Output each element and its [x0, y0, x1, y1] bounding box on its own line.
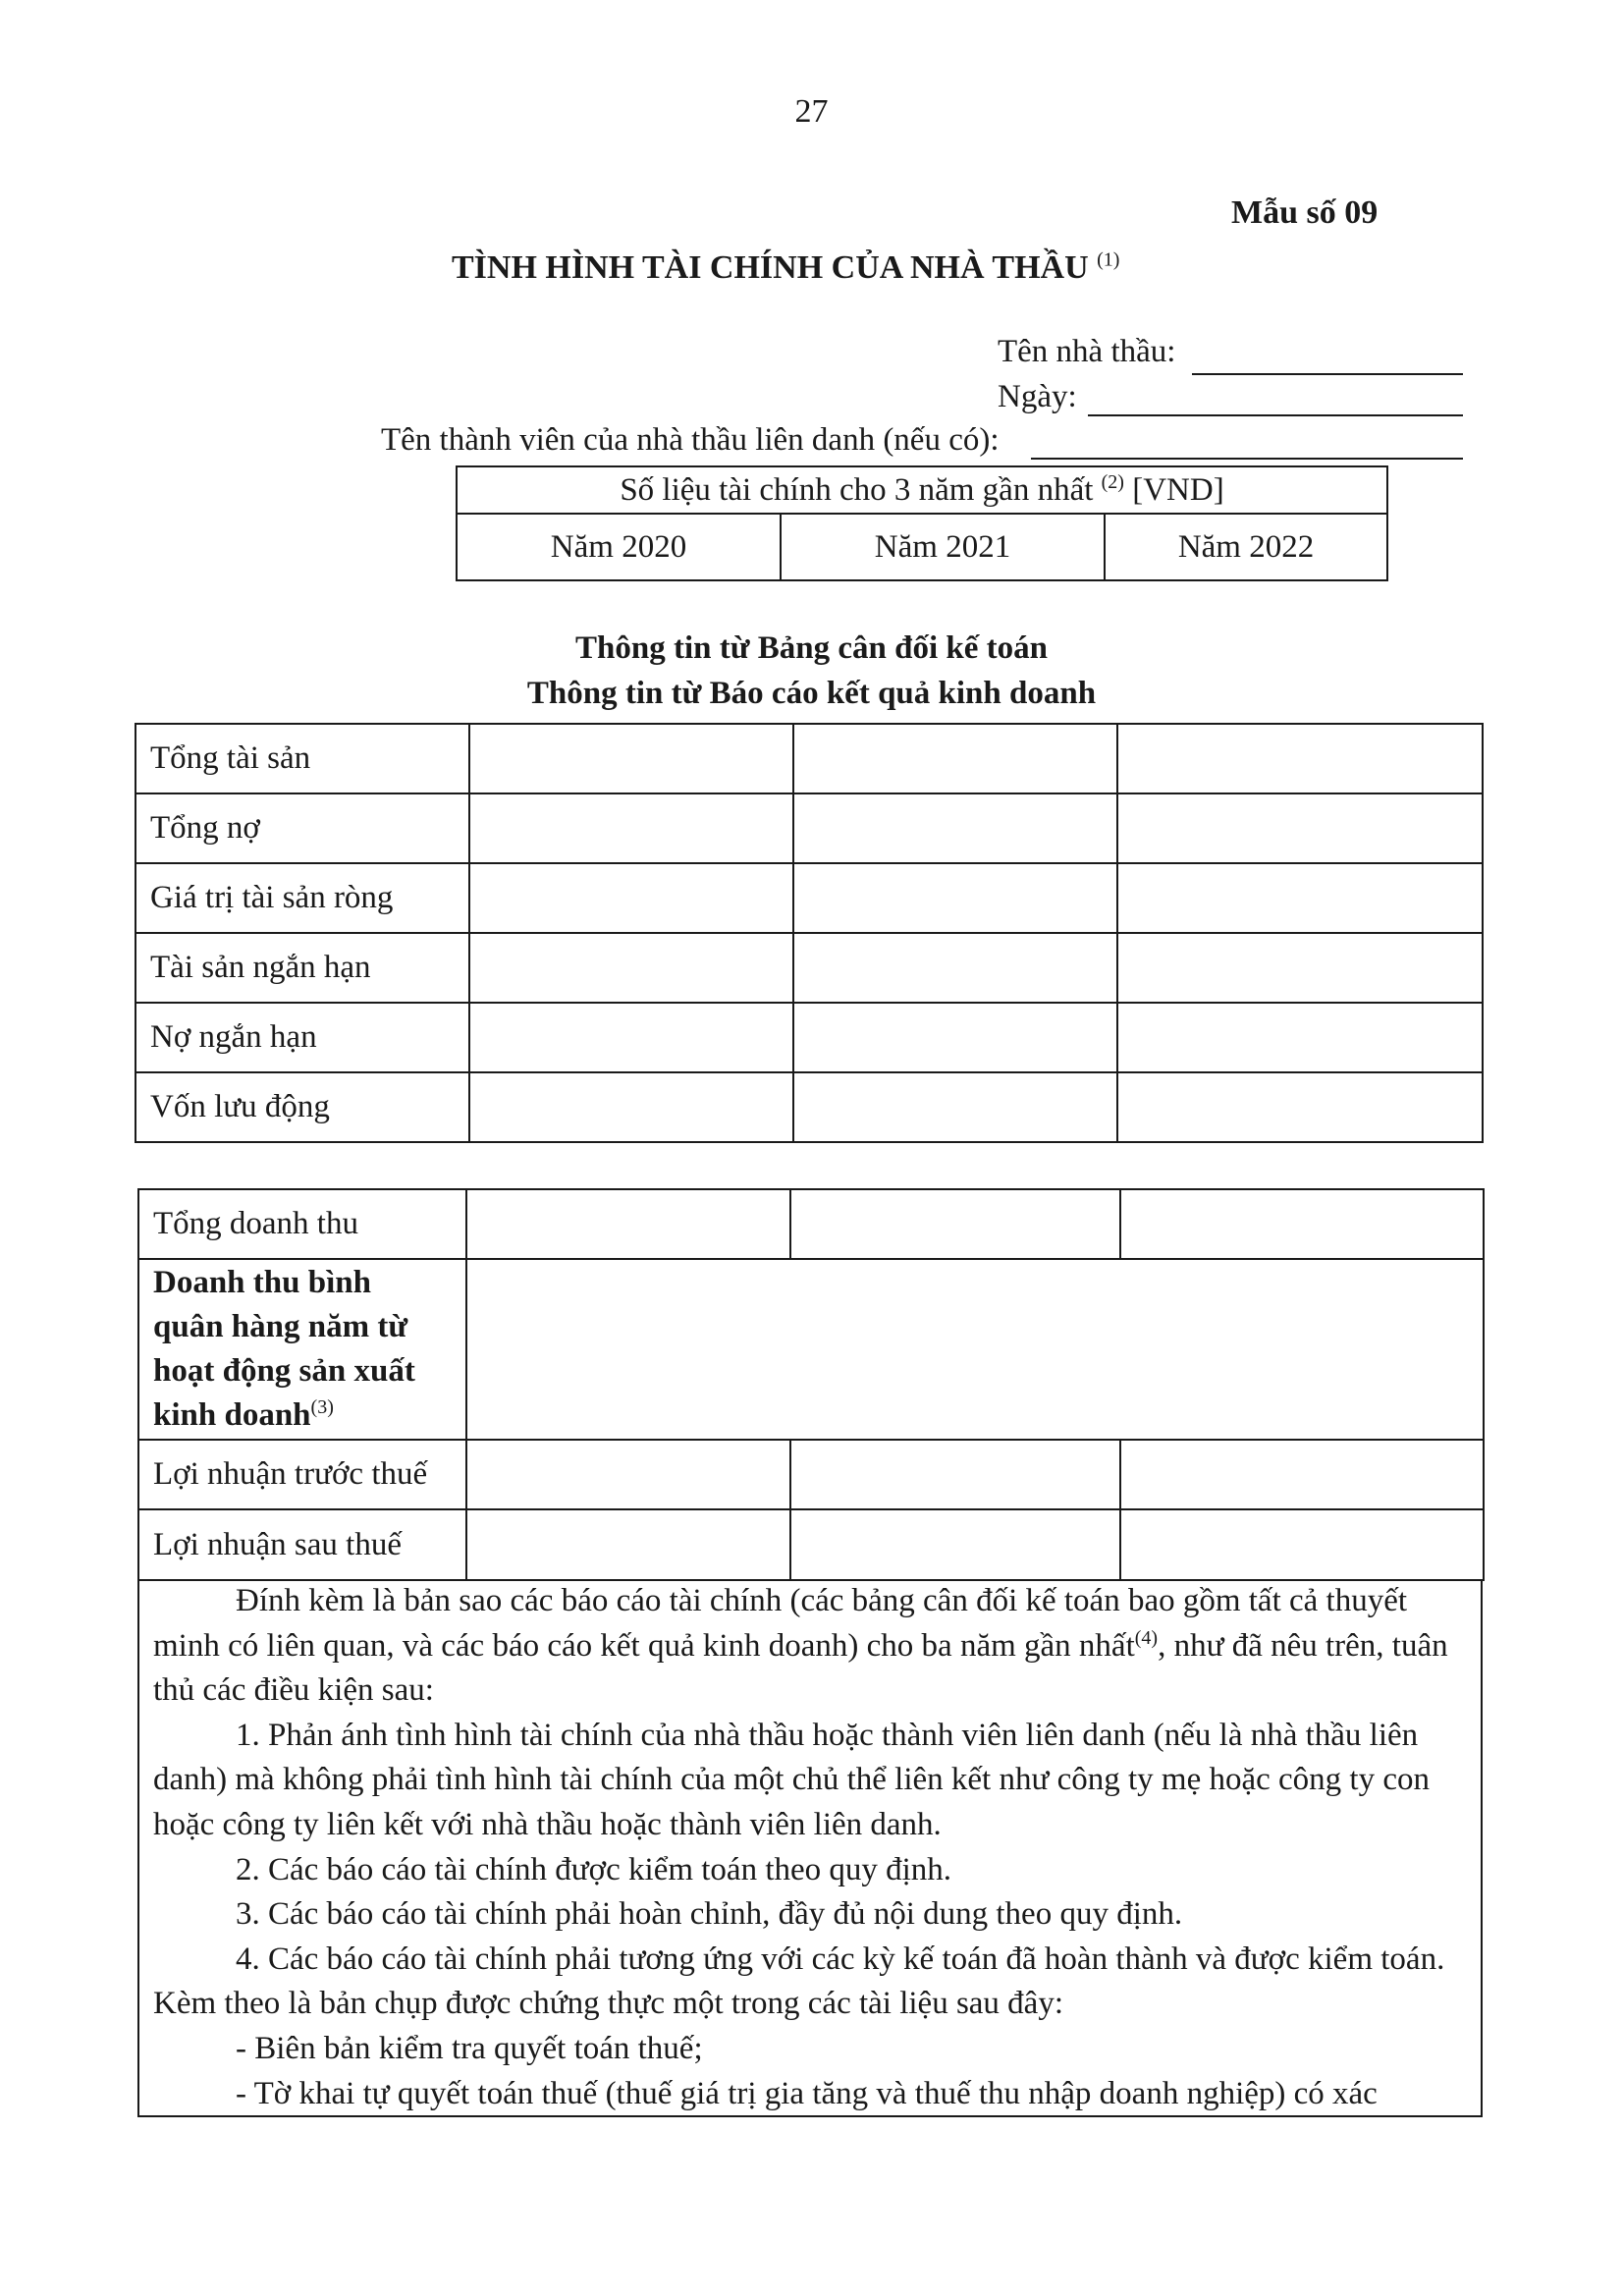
- year-table-header: [457, 466, 1387, 514]
- value-cell[interactable]: [1120, 1509, 1484, 1580]
- average-revenue-line: kinh doanh: [153, 1397, 311, 1433]
- value-cell[interactable]: [1117, 933, 1483, 1003]
- row-label-profit-after-tax: Lợi nhuận sau thuế: [138, 1509, 466, 1580]
- row-label-total-revenue: Tổng doanh thu: [138, 1189, 466, 1259]
- row-label-working-capital: Vốn lưu động: [135, 1072, 469, 1142]
- balance-sheet-heading: Thông tin từ Bảng cân đối kế toán: [575, 630, 1048, 666]
- date-label: Ngày:: [998, 379, 1077, 414]
- document-title-text: TÌNH HÌNH TÀI CHÍNH CỦA NHÀ THẦU: [452, 249, 1089, 286]
- row-label-profit-before-tax: Lợi nhuận trước thuế: [138, 1440, 466, 1509]
- income-statement-table: [137, 1188, 1485, 1581]
- attachment-intro-text: Đính kèm là bản sao các báo cáo tài chính (các bảng cân đối kế toán bao gồm tất cả thuyết minh có liên quan, và các báo cáo kết quả kinh doanh) cho ba năm gần nhất: [153, 1583, 1408, 1664]
- average-revenue-line: quân hàng năm từ: [153, 1309, 408, 1344]
- year-header-table: [456, 465, 1388, 581]
- value-cell[interactable]: [793, 863, 1117, 933]
- value-cell[interactable]: [466, 1440, 790, 1509]
- income-statement-heading: Thông tin từ Báo cáo kết quả kinh doanh: [526, 676, 1097, 711]
- condition-item: 2. Các báo cáo tài chính được kiểm toán theo quy định.: [236, 1851, 952, 1887]
- row-label-average-revenue: [138, 1259, 466, 1440]
- value-cell[interactable]: [793, 933, 1117, 1003]
- value-cell[interactable]: [469, 1003, 793, 1072]
- contractor-name-label: Tên nhà thầu:: [998, 334, 1176, 369]
- value-cell[interactable]: [1117, 863, 1483, 933]
- value-cell[interactable]: [790, 1509, 1120, 1580]
- contractor-name-field[interactable]: [1192, 373, 1463, 375]
- condition-item: 3. Các báo cáo tài chính phải hoàn chỉnh, đầy đủ nội dung theo quy định.: [236, 1896, 1183, 1933]
- value-cell[interactable]: [793, 1003, 1117, 1072]
- table-row: [135, 724, 1483, 793]
- value-cell[interactable]: [1117, 1072, 1483, 1142]
- condition-item: 1. Phản ánh tình hình tài chính của nhà thầu hoặc thành viên liên danh (nếu là nhà thầu liên danh) mà không phải tình hình tài chính của một chủ thể liên kết như công ty mẹ hoặc công ty con hoặc công ty liên kết với nhà thầu hoặc thành viên liên danh.: [153, 1717, 1430, 1842]
- average-revenue-line: Doanh thu bình: [153, 1265, 371, 1300]
- member-name-label: Tên thành viên của nhà thầu liên danh (nếu có):: [381, 422, 1000, 458]
- value-cell[interactable]: [469, 1072, 793, 1142]
- table-row: [138, 1189, 1484, 1259]
- table-row: [138, 1259, 1484, 1440]
- page-number: 27: [794, 93, 829, 130]
- row-label-total-liabilities: Tổng nợ: [135, 793, 469, 863]
- average-revenue-footnote-ref: (3): [310, 1396, 334, 1418]
- row-label-current-assets: Tài sản ngắn hạn: [135, 933, 469, 1003]
- date-field[interactable]: [1088, 414, 1463, 416]
- table-row: [135, 933, 1483, 1003]
- form-code: Mẫu số 09: [1231, 194, 1379, 231]
- attachment-conditions-box: [137, 1579, 1483, 2117]
- condition-item: 4. Các báo cáo tài chính phải tương ứng với các kỳ kế toán đã hoàn thành và được kiểm toán. Kèm theo là bản chụp được chứng thực một trong các tài liệu sau đây:: [153, 1941, 1445, 2022]
- value-cell[interactable]: [1120, 1440, 1484, 1509]
- year-2021-header: Năm 2021: [781, 514, 1105, 580]
- member-name-field[interactable]: [1031, 458, 1463, 460]
- currency-unit: [VND]: [1132, 471, 1224, 508]
- value-cell[interactable]: [1117, 793, 1483, 863]
- table-row: [135, 1072, 1483, 1142]
- row-label-net-worth: Giá trị tài sản ròng: [135, 863, 469, 933]
- attachment-footnote-ref: (4): [1134, 1626, 1159, 1649]
- value-cell[interactable]: [793, 793, 1117, 863]
- value-cell[interactable]: [469, 933, 793, 1003]
- year-2022-header: Năm 2022: [1105, 514, 1387, 580]
- year-2020-header: Năm 2020: [457, 514, 781, 580]
- balance-sheet-table: [135, 723, 1484, 1143]
- table-row: [135, 863, 1483, 933]
- value-cell[interactable]: [793, 724, 1117, 793]
- value-cell[interactable]: [469, 724, 793, 793]
- average-revenue-line: hoạt động sản xuất: [153, 1353, 415, 1389]
- table-row: [135, 1003, 1483, 1072]
- attachment-intro-tail: , như đã nêu trên, tuân thủ các điều kiện sau:: [153, 1627, 1448, 1709]
- year-table-footnote-ref: (2): [1101, 470, 1124, 493]
- condition-subitem: - Tờ khai tự quyết toán thuế (thuế giá trị gia tăng và thuế thu nhập doanh nghiệp) có xác: [236, 2075, 1378, 2111]
- condition-subitem: - Biên bản kiểm tra quyết toán thuế;: [236, 2030, 703, 2066]
- row-label-current-liabilities: Nợ ngắn hạn: [135, 1003, 469, 1072]
- value-cell[interactable]: [466, 1189, 790, 1259]
- value-cell[interactable]: [1120, 1189, 1484, 1259]
- year-table-header-text: Số liệu tài chính cho 3 năm gần nhất: [620, 471, 1094, 508]
- value-cell[interactable]: [1117, 1003, 1483, 1072]
- value-cell[interactable]: [469, 863, 793, 933]
- table-row: [135, 793, 1483, 863]
- table-row: [138, 1440, 1484, 1509]
- average-revenue-value-cell[interactable]: [466, 1259, 1484, 1440]
- attachment-intro: [153, 1579, 1467, 1714]
- value-cell[interactable]: [1117, 724, 1483, 793]
- value-cell[interactable]: [790, 1440, 1120, 1509]
- title-footnote-ref: (1): [1097, 248, 1120, 271]
- value-cell[interactable]: [790, 1189, 1120, 1259]
- value-cell[interactable]: [793, 1072, 1117, 1142]
- value-cell[interactable]: [466, 1509, 790, 1580]
- table-row: [138, 1509, 1484, 1580]
- row-label-total-assets: Tổng tài sản: [135, 724, 469, 793]
- document-title: [452, 249, 1119, 287]
- value-cell[interactable]: [469, 793, 793, 863]
